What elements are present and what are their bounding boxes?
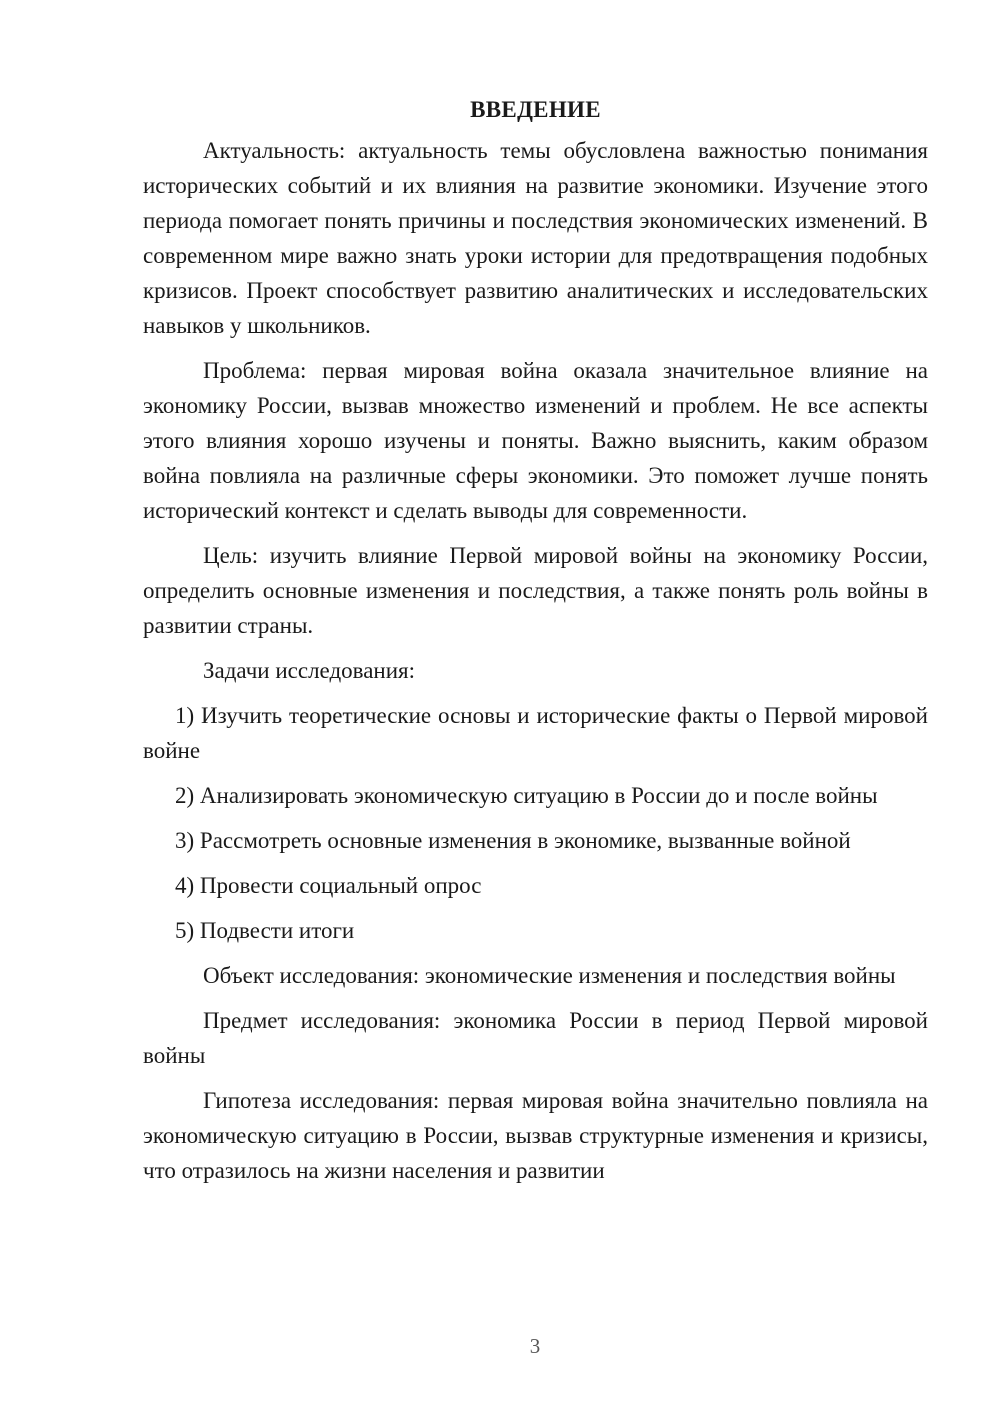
- page-number: 3: [529, 1334, 541, 1358]
- tasks-heading: Задачи исследования:: [203, 658, 416, 683]
- hypothesis-paragraph: Гипотеза исследования: первая мировая война значительно повлияла на экономическую ситуацию в России, вызвав структурные изменения и кризисы, что отразилось на жизни населения и развитии: [143, 1088, 928, 1183]
- goal-paragraph: Цель: изучить влияние Первой мировой войны на экономику России, определить основные изменения и последствия, а также понять роль войны в развитии страны.: [143, 543, 928, 638]
- relevance-paragraph: Актуальность: актуальность темы обусловлена важностью понимания исторических событий и их влияния на развитие экономики. Изучение этого периода помогает понять причины и последствия экономических изменений. В современном мире важно знать уроки истории для предотвращения подобных кризисов. Проект способствует развитию аналитических и исследовательских навыков у школьников.: [143, 138, 928, 338]
- task-item: 5) Подвести итоги: [175, 918, 355, 943]
- task-item: 1) Изучить теоретические основы и исторические факты о Первой мировой войне: [143, 703, 928, 763]
- task-item: 4) Провести социальный опрос: [175, 873, 482, 898]
- page-content: [143, 92, 928, 1198]
- subject-paragraph: Предмет исследования: экономика России в период Первой мировой войны: [143, 1008, 928, 1068]
- problem-paragraph: Проблема: первая мировая война оказала значительное влияние на экономику России, вызвав множество изменений и проблем. Не все аспекты этого влияния хорошо изучены и поняты. Важно выяснить, каким образом война повлияла на различные сферы экономики. Это поможет лучше понять исторический контекст и сделать выводы для современности.: [143, 358, 928, 523]
- object-paragraph: Объект исследования: экономические изменения и последствия войны: [203, 963, 896, 988]
- task-item: 2) Анализировать экономическую ситуацию в России до и после войны: [175, 783, 878, 808]
- page-title: ВВЕДЕНИЕ: [470, 97, 601, 122]
- task-item: 3) Рассмотреть основные изменения в экономике, вызванные войной: [175, 828, 851, 853]
